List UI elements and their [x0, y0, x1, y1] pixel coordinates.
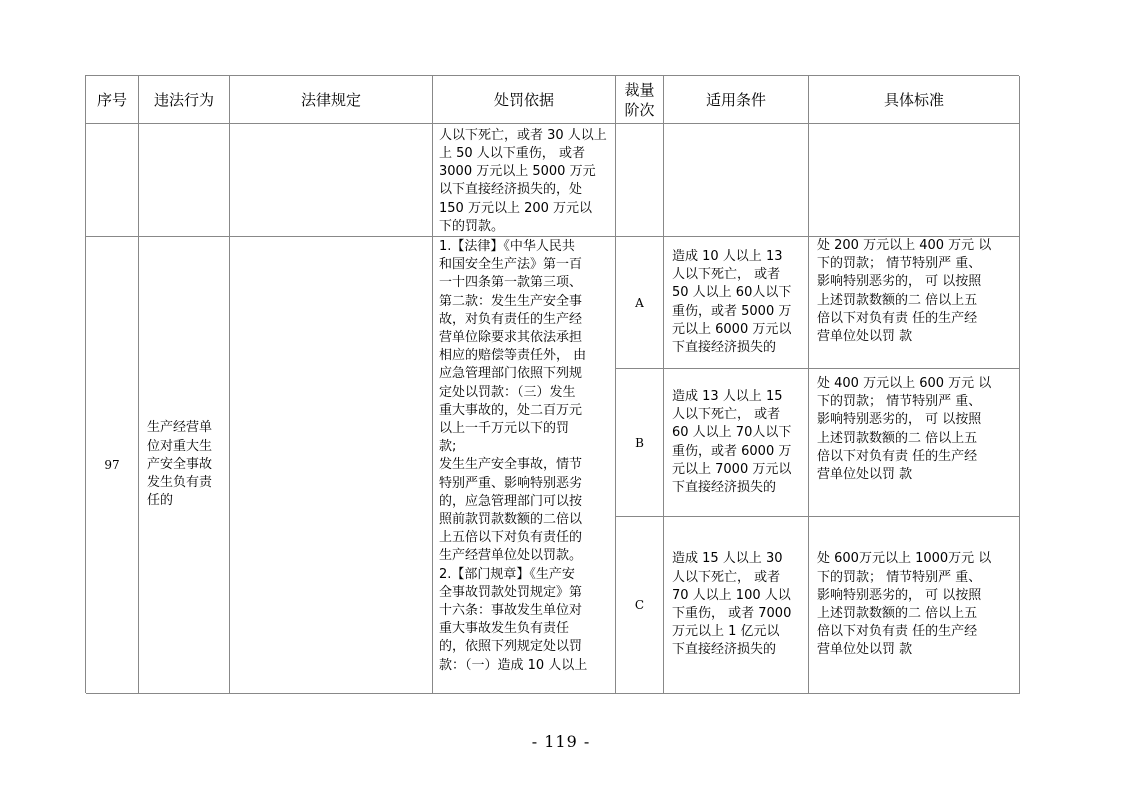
header-level-line2: 阶次 — [624, 100, 655, 119]
continuation-condition-cell — [664, 124, 809, 237]
row-97-law-cell — [230, 237, 433, 694]
header-condition: 适用条件 — [664, 76, 809, 124]
level-b: B — [616, 369, 664, 517]
level-c-condition: 造成 15 人以上 30 人以下死亡， 或者 70 人以上 100 人以 下重伤， 或者 7000 万元以上 1 亿元以 下直接经济损失的 — [672, 551, 792, 658]
row-97-behavior-cell — [139, 237, 230, 694]
continuation-law-cell — [230, 124, 433, 237]
level-c: C — [616, 517, 664, 694]
continuation-basis-text: 人以下死亡，或者 30 人以上 上 50 人以下重伤， 或者 3000 万元以上 5000 万元 以下直接经济损失的，处 150 万元以上 200 万元以 下的罚款。 — [439, 127, 607, 234]
continuation-standard-cell — [809, 124, 1020, 237]
header-level-line1: 裁量 — [624, 80, 655, 99]
header-basis: 处罚依据 — [433, 76, 616, 124]
level-b-standard: 处 400 万元以上 600 万元 以 下的罚款； 情节特别严 重、 影响特别恶劣的， 可 以按照 上述罚款数额的二 倍以上五 倍以下对负有责 任的生产经 营单位处以罚 款 — [817, 376, 992, 483]
header-law: 法律规定 — [230, 76, 433, 124]
level-b-condition-cell — [664, 369, 809, 517]
level-b-condition: 造成 13 人以上 15 人以下死亡， 或者 60 人以上 70人以下 重伤，或者 6000 万 元以上 7000 万元以 下直接经济损失的 — [672, 388, 792, 495]
continuation-level-cell — [616, 124, 664, 237]
row-97-behavior: 生产经营单 位对重大生 产安全事故 发生负有责 任的 — [147, 420, 213, 509]
continuation-basis-cell — [433, 124, 616, 237]
row-97-seq: 97 — [86, 237, 139, 694]
level-a-condition: 造成 10 人以上 13 人以下死亡， 或者 50 人以上 60人以下 重伤，或者 5000 万 元以上 6000 万元以 下直接经济损失的 — [672, 248, 792, 355]
header-seq: 序号 — [86, 76, 139, 124]
continuation-behavior-cell — [139, 124, 230, 237]
penalty-standards-table — [85, 75, 1019, 693]
row-97-basis: 1.【法律】《中华人民共 和国安全生产法》第一百 一十四条第一款第三项、 第二款：发生生产安全事 故，对负有责任的生产经 营单位除要求其依法承担 相应的赔偿等责任外， 由 应急管理部门依照下列规 定处以罚款：（三）发生 重大事故的，处二百万元 以上一千万元以下的罚 款; 发生生产安全事故，情节 特别严重、影响特别恶劣 的，应急管理部门可以按 照前款罚款数额的二倍以 上五倍以下对负有责任的 生产经营单位处以罚款。 2.【部门规章】《生产安 全事故罚款处罚规定》第 十六条：事故发生单位对 重大事故发生负有责任 的，依照下列规定处以罚 款：（一）造成 10 人以上 — [439, 239, 588, 673]
continuation-seq-cell — [86, 124, 139, 237]
page-number: - 119 - — [531, 732, 591, 751]
level-c-condition-cell — [664, 517, 809, 694]
level-a-condition-cell — [664, 237, 809, 369]
level-b-standard-cell — [809, 369, 1020, 517]
level-a: A — [616, 237, 664, 369]
level-a-standard: 处 200 万元以上 400 万元 以 下的罚款； 情节特别严 重、 影响特别恶劣的， 可 以按照 上述罚款数额的二 倍以上五 倍以下对负有责 任的生产经 营单位处以罚 款 — [817, 238, 992, 345]
level-c-standard-cell — [809, 517, 1020, 694]
header-behavior: 违法行为 — [139, 76, 230, 124]
level-a-standard-cell — [809, 237, 1020, 369]
header-level — [616, 76, 664, 124]
level-c-standard: 处 600万元以上 1000万元 以 下的罚款； 情节特别严 重、 影响特别恶劣的， 可 以按照 上述罚款数额的二 倍以上五 倍以下对负有责 任的生产经 营单位处以罚 款 — [817, 551, 992, 658]
row-97-basis-cell — [433, 237, 616, 694]
header-standard: 具体标准 — [809, 76, 1020, 124]
